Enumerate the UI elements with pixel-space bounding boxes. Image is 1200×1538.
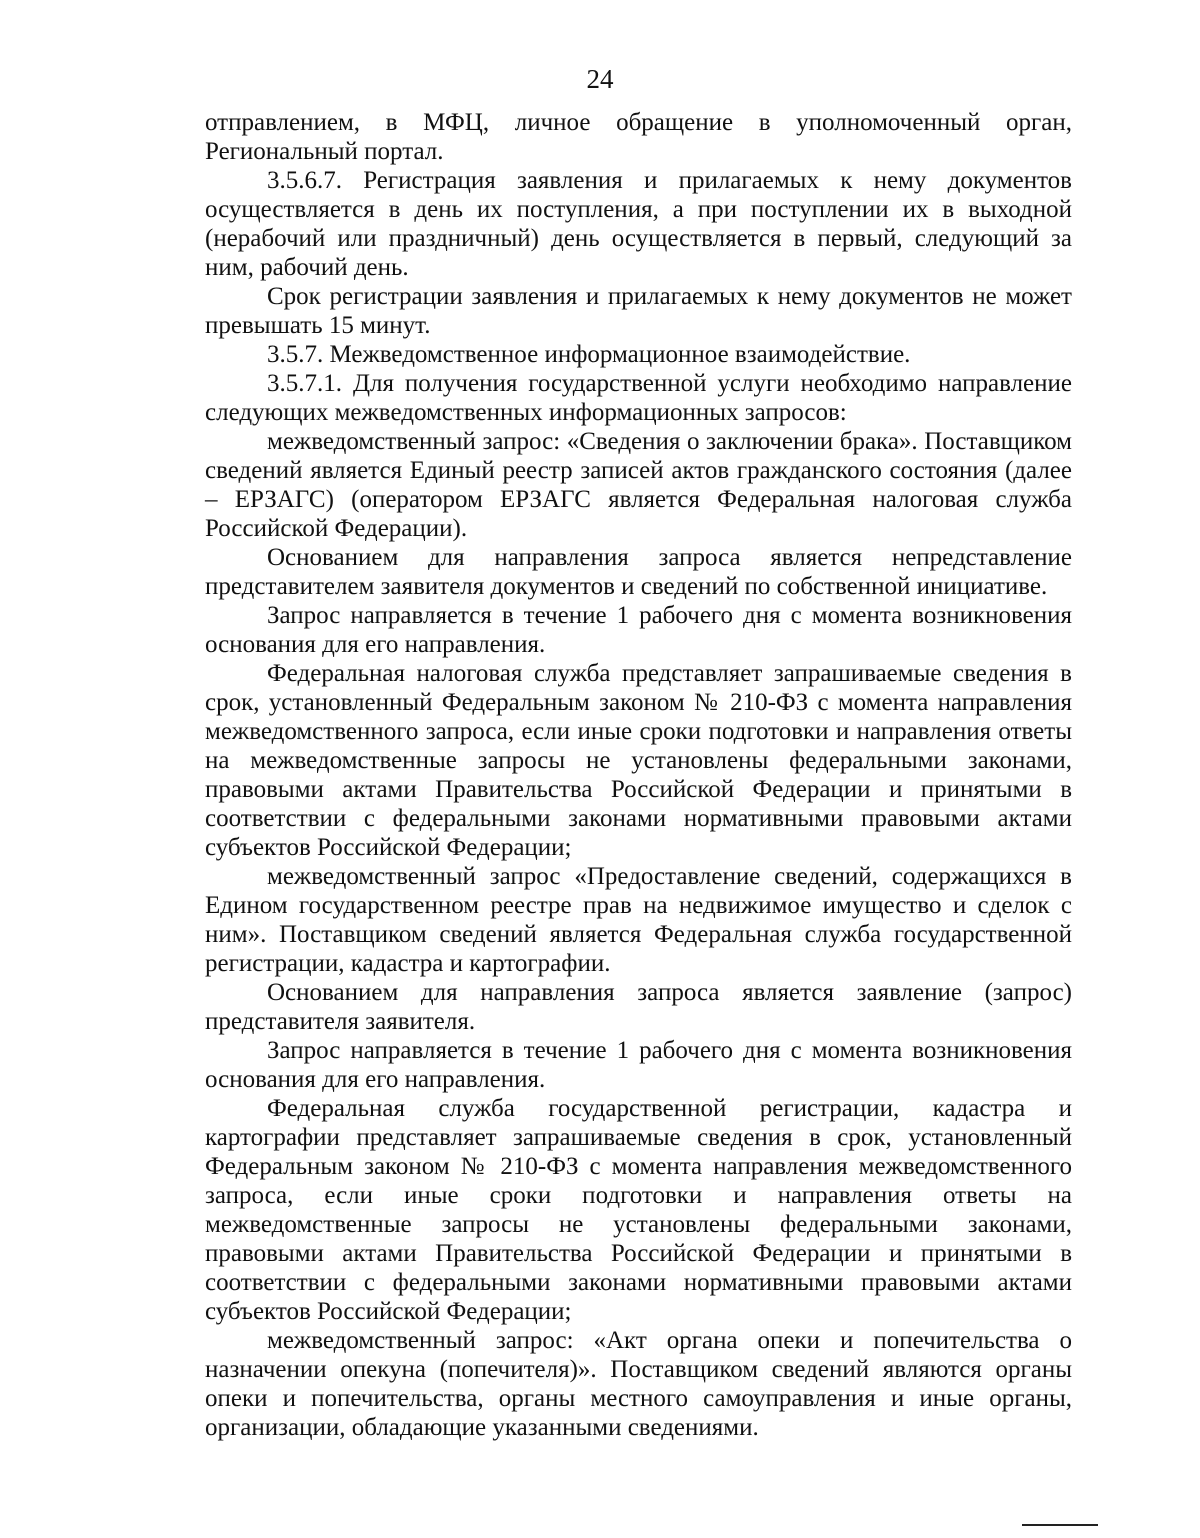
footer-rule [1022,1524,1098,1526]
paragraph-basis-2: Основанием для направления запроса является заявление (запрос) представителя заявителя. [205,979,1072,1035]
paragraph-registration: 3.5.6.7. Регистрация заявления и прилагаемых к нему документов осуществляется в день их поступления, а при поступлении их в выходной (нерабочий или праздничный) день осуществляется в первый, следующий за ним, рабочий день. [205,167,1072,281]
page-number: 24 [586,64,614,94]
section-heading-interagency: 3.5.7. Межведомственное информационное взаимодействие. [267,341,911,368]
paragraph-request-real-estate: межведомственный запрос «Предоставление сведений, содержащихся в Едином государственном реестре прав на недвижимое имущество и сделок с ним». Поставщиком сведений является Федеральная служба государственной регистрации, кадастра и картографии. [205,863,1072,977]
paragraph-basis-1: Основанием для направления запроса является непредставление представителем заявителя документов и сведений по собственной инициативе. [205,544,1072,600]
paragraph-registration-term: Срок регистрации заявления и прилагаемых к нему документов не может превышать 15 минут. [205,283,1072,339]
paragraph-request-marriage: межведомственный запрос: «Сведения о заключении брака». Поставщиком сведений является Единый реестр записей актов гражданского состояния (далее – ЕРЗАГС) (оператором ЕРЗАГС является Федеральная налоговая служба Российской Федерации). [205,428,1072,542]
paragraph-request-guardianship: межведомственный запрос: «Акт органа опеки и попечительства о назначении опекуна (попечителя)». Поставщиком сведений являются органы опеки и попечительства, органы местного самоуправления и иные органы, организации, обладающие указанными сведениями. [205,1327,1072,1441]
paragraph-timing-1: Запрос направляется в течение 1 рабочего дня с момента возникновения основания для его направления. [205,602,1072,658]
paragraph-timing-2: Запрос направляется в течение 1 рабочего дня с момента возникновения основания для его направления. [205,1037,1072,1093]
paragraph-continuation: отправлением, в МФЦ, личное обращение в уполномоченный орган, Региональный портал. [205,109,1072,165]
paragraph-tax-service-terms: Федеральная налоговая служба представляет запрашиваемые сведения в срок, установленный Федеральным законом № 210-ФЗ с момента направления межведомственного запроса, если иные сроки подготовки и направления ответы на межведомственные запросы не установлены федеральными законами, правовыми актами Правительства Российской Федерации и принятыми в соответствии с федеральными законами нормативными правовыми актами субъектов Российской Федерации; [205,660,1072,861]
paragraph-requests-needed: 3.5.7.1. Для получения государственной услуги необходимо направление следующих межведомственных информационных запросов: [205,370,1072,426]
paragraph-registry-service-terms: Федеральная служба государственной регистрации, кадастра и картографии представляет запрашиваемые сведения в срок, установленный Федеральным законом № 210-ФЗ с момента направления межведомственного запроса, если иные сроки подготовки и направления ответы на межведомственные запросы не установлены федеральными законами, правовыми актами Правительства Российской Федерации и принятыми в соответствии с федеральными законами нормативными правовыми актами субъектов Российской Федерации; [205,1095,1072,1325]
document-body [205,108,1072,1442]
